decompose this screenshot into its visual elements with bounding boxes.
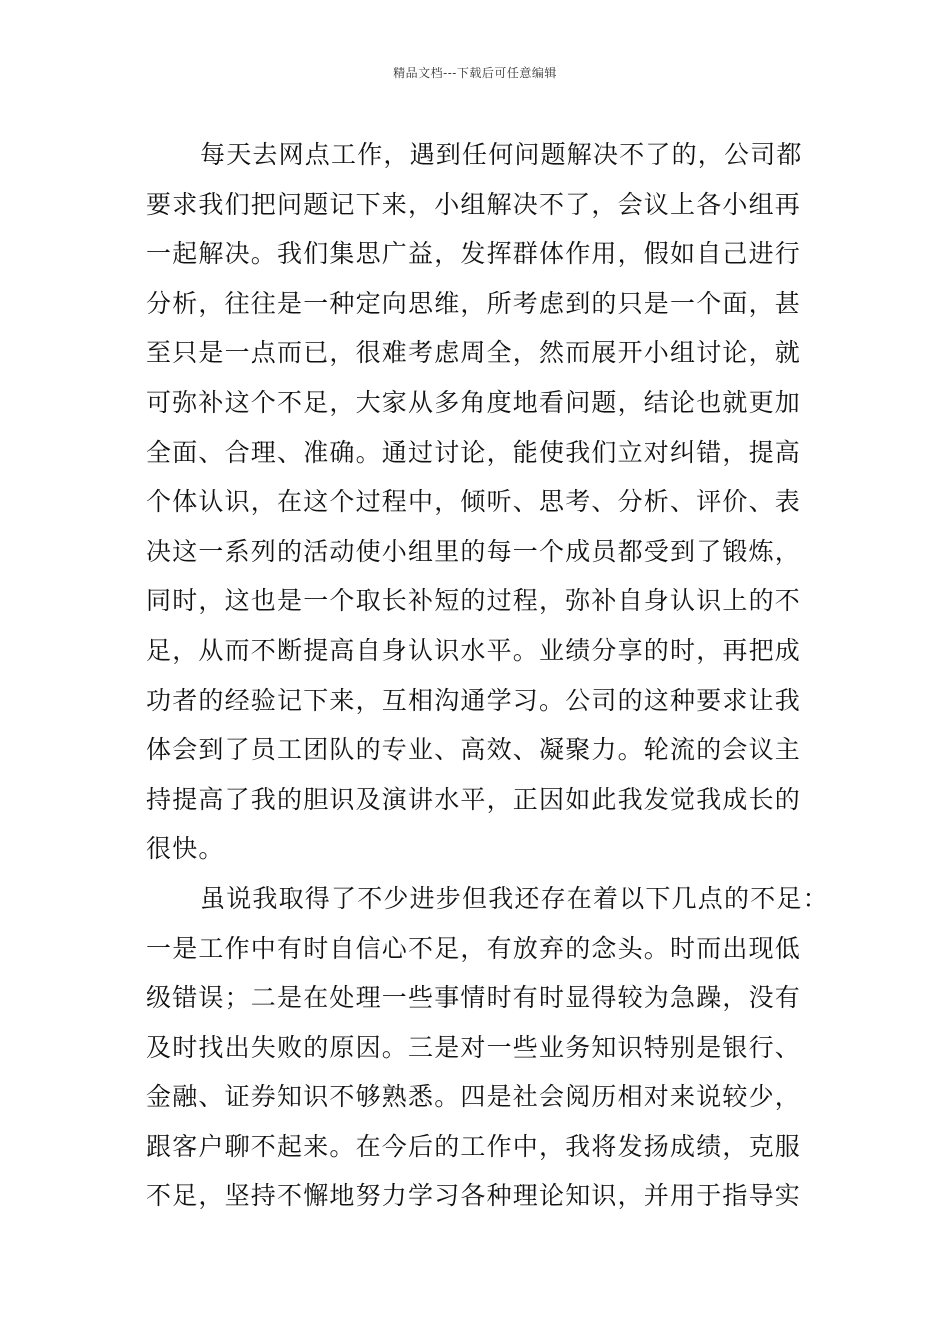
text-line: 足，从而不断提高自身认识水平。业绩分享的时，再把成	[146, 635, 802, 665]
text-line: 分析，往往是一种定向思维，所考虑到的只是一个面，甚	[146, 288, 802, 318]
text-line: 持提高了我的胆识及演讲水平，正因如此我发觉我成长的	[146, 784, 802, 814]
paragraph-1	[146, 130, 826, 874]
text-line: 至只是一点而已，很难考虑周全，然而展开小组讨论，就	[146, 338, 802, 368]
page-header: 精品文档---下载后可任意编辑	[393, 66, 557, 80]
text-line: 可弥补这个不足，大家从多角度地看问题，结论也就更加	[146, 387, 802, 417]
text-line: 跟客户聊不起来。在今后的工作中，我将发扬成绩，克服	[146, 1131, 802, 1161]
text-line: 个体认识，在这个过程中，倾听、思考、分析、评价、表	[146, 487, 802, 517]
text-line: 决这一系列的活动使小组里的每一个成员都受到了锻炼，	[146, 536, 802, 566]
text-line: 很快。	[146, 834, 225, 864]
text-line: 全面、合理、准确。通过讨论，能使我们立对纠错，提高	[146, 437, 802, 467]
text-line: 体会到了员工团队的专业、高效、凝聚力。轮流的会议主	[146, 735, 802, 765]
text-line: 要求我们把问题记下来，小组解决不了，会议上各小组再	[146, 189, 802, 219]
text-line: 一起解决。我们集思广益，发挥群体作用，假如自己进行	[146, 239, 802, 269]
text-line: 不足，坚持不懈地努力学习各种理论知识，并用于指导实	[146, 1181, 802, 1211]
text-line: 一是工作中有时自信心不足，有放弃的念头。时而出现低	[146, 933, 802, 963]
text-line: 及时找出失败的原因。三是对一些业务知识特别是银行、	[146, 1032, 802, 1062]
text-line: 功者的经验记下来，互相沟通学习。公司的这种要求让我	[146, 685, 802, 715]
text-line: 虽说我取得了不少进步但我还存在着以下几点的不足：	[200, 883, 829, 913]
text-line: 级错误；二是在处理一些事情时有时显得较为急躁，没有	[146, 983, 802, 1013]
text-line: 金融、证券知识不够熟悉。四是社会阅历相对来说较少，	[146, 1082, 802, 1112]
paragraph-2	[146, 874, 829, 1221]
text-line: 每天去网点工作，遇到任何问题解决不了的，公司都	[200, 140, 803, 169]
document-body	[146, 130, 829, 1221]
text-line: 同时，这也是一个取长补短的过程，弥补自身认识上的不	[146, 586, 802, 616]
